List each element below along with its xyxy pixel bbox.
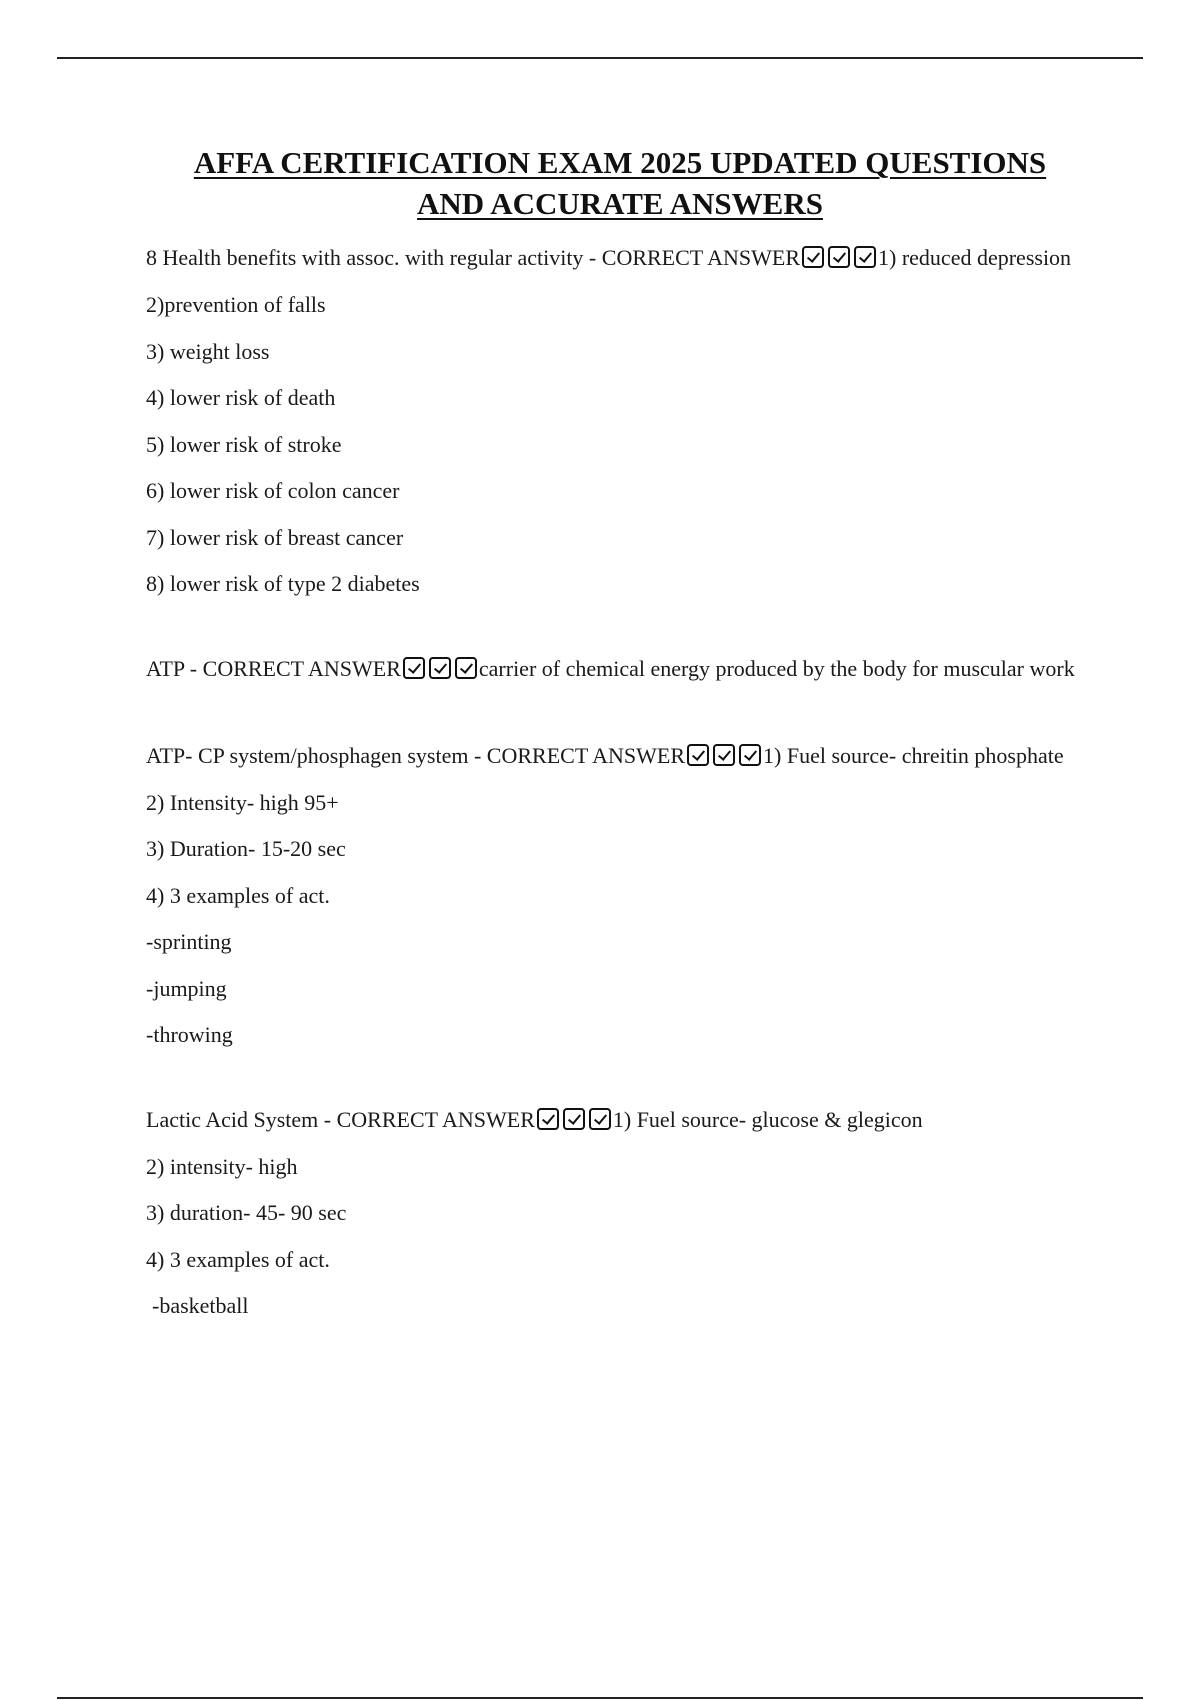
checkbox-checked-icon bbox=[403, 657, 425, 679]
answer-marker: CORRECT ANSWER bbox=[336, 1106, 535, 1132]
title-line-2: AND ACCURATE ANSWERS bbox=[417, 186, 823, 221]
answer-line: 4) 3 examples of act. bbox=[146, 882, 330, 908]
question-line bbox=[146, 241, 1086, 277]
checkbox-checked-icon bbox=[429, 657, 451, 679]
checkbox-checked-icon bbox=[739, 744, 761, 766]
checkbox-checked-icon bbox=[563, 1108, 585, 1130]
qa-item-health-benefits bbox=[146, 241, 1086, 601]
top-rule bbox=[57, 57, 1143, 59]
checkmarks bbox=[685, 742, 763, 775]
question-line bbox=[146, 1103, 1086, 1139]
question-line bbox=[146, 739, 1086, 775]
checkmarks bbox=[401, 655, 479, 688]
answer-line: 4) lower risk of death bbox=[146, 385, 336, 410]
question-text: 8 Health benefits with assoc. with regular activity - bbox=[146, 245, 602, 270]
answer-line: -jumping bbox=[146, 975, 227, 1001]
checkbox-checked-icon bbox=[687, 744, 709, 766]
bottom-rule bbox=[57, 1697, 1143, 1699]
qa-content bbox=[146, 241, 1086, 1323]
question-text: ATP - bbox=[146, 655, 203, 681]
answer-line: 8) lower risk of type 2 diabetes bbox=[146, 571, 420, 596]
answer-line: 7) lower risk of breast cancer bbox=[146, 524, 404, 550]
answer-line: 2) Intensity- high 95+ bbox=[146, 789, 339, 815]
qa-item-atp bbox=[146, 652, 1086, 688]
question-text: ATP- CP system/phosphagen system - bbox=[146, 742, 487, 768]
qa-item-atp-cp-system bbox=[146, 739, 1086, 1052]
answer-marker: CORRECT ANSWER bbox=[601, 245, 801, 270]
checkbox-checked-icon bbox=[589, 1108, 611, 1130]
question-line bbox=[146, 652, 1086, 688]
checkbox-checked-icon bbox=[854, 246, 876, 268]
answer-first-text: 1) reduced depression bbox=[878, 245, 1072, 270]
answer-marker: CORRECT ANSWER bbox=[202, 655, 401, 681]
answer-line: 2)prevention of falls bbox=[146, 292, 326, 317]
answer-line: 6) lower risk of colon cancer bbox=[146, 478, 400, 503]
answer-first-text: 1) Fuel source- chreitin phosphate bbox=[763, 742, 1064, 768]
checkmarks bbox=[535, 1106, 613, 1139]
answer-line: 3) weight loss bbox=[146, 338, 270, 364]
title-line-1: AFFA CERTIFICATION EXAM 2025 UPDATED QUESTIONS bbox=[193, 145, 1047, 180]
checkmarks bbox=[800, 244, 878, 277]
answer-line: 3) duration- 45- 90 sec bbox=[146, 1200, 347, 1225]
answer-line: 4) 3 examples of act. bbox=[146, 1246, 330, 1272]
question-text: Lactic Acid System - bbox=[146, 1106, 337, 1132]
qa-item-lactic-acid-system bbox=[146, 1103, 1086, 1323]
answer-first-text: 1) Fuel source- glucose & glegicon bbox=[612, 1106, 923, 1132]
document-title bbox=[146, 142, 1094, 224]
answer-line: -basketball bbox=[152, 1293, 249, 1318]
checkbox-checked-icon bbox=[455, 657, 477, 679]
answer-line: -sprinting bbox=[146, 929, 232, 954]
answer-line: 3) Duration- 15-20 sec bbox=[146, 836, 346, 861]
checkbox-checked-icon bbox=[802, 246, 824, 268]
answer-line: -throwing bbox=[146, 1022, 233, 1047]
checkbox-checked-icon bbox=[537, 1108, 559, 1130]
answer-line: 2) intensity- high bbox=[146, 1153, 298, 1179]
answer-first-text: carrier of chemical energy produced by the body for muscular work bbox=[478, 655, 1075, 681]
checkbox-checked-icon bbox=[828, 246, 850, 268]
answer-line: 5) lower risk of stroke bbox=[146, 431, 342, 457]
checkbox-checked-icon bbox=[713, 744, 735, 766]
answer-marker: CORRECT ANSWER bbox=[486, 742, 686, 768]
